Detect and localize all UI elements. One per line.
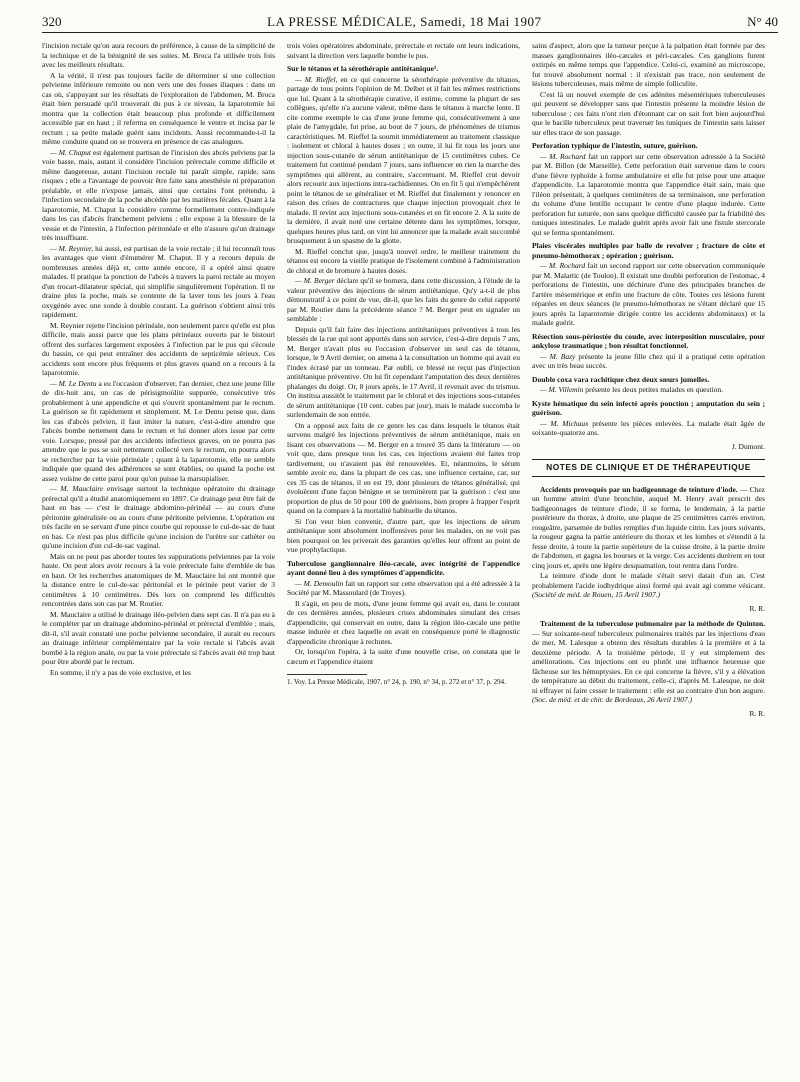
paragraph-text: La teinture d'iode dont le malade s'était servi datait d'un an. C'est probablement l'acide iodhydrique ainsi formé qui avait agi comme vésicant. xyxy=(532,571,765,590)
paragraph: A la vérité, il n'est pas toujours facile de déterminer si une collection pelvienne inférieure remonte ou non vers une des fosses iliaques : dans un cas où, s'appuyant sur les résultats de l'exploration de l'abdomen, M. Broca était bien persuadé qu'il trouverait du pus à ce niveau, la laparotomie lui montra que la collection était beaucoup plus profonde et difficilement accessible par en haut ; il referma en conséquence le ventre et incisa par le rectum ; sa petite malade guérit sans incidents. Aussi recommande-t-il la même conduite quand on se trouvera en présence de cas analogues. xyxy=(42,70,275,146)
paragraph: Depuis qu'il fait faire des injections antitétaniques préventives à tous les blessés de la rue qui sont apportés dans son service, c'est-à-dire depuis 7 ans, M. Berger n'avait plus eu l'occasion d'observer un seul cas de tétanos, lorsque, le 9 Avril dernier, on amena à la consultation un homme qui avait eu l'index écrasé par un tonneau. Par oubli, ce blessé ne reçut pas d'injection antitétanique préventive. On lui fit cependant l'amputation des deux dernières phalanges du doigt. Or, 8 jours après, le 17 Avril, il revenait avec du trismus. On institua aussitôt le traitement par le chloral et des injections sous-cutanées de sérum antitétanique (10 cent. cubes par jour), mais le malade succomba le surlendemain de son entrée. xyxy=(287,324,520,419)
author-signature: R. R. xyxy=(749,708,765,718)
speaker-name: — M. Villemin xyxy=(540,385,584,394)
journal-title: LA PRESSE MÉDICALE, Samedi, 18 Mai 1907 xyxy=(267,14,542,29)
section-heading: Tuberculose ganglionnaire iléo-cæcale, avec intégrité de l'appendice ayant donné lieu à des symptômes d'appendicite. xyxy=(287,558,520,577)
paragraph-text: a eu l'occasion d'observer, l'an dernier, chez une jeune fille de dix-huit ans, un cas de périsigmoïdite suppurée, consécutive très probablement à une appendicite et qui s'ouvrit spontanément par le rectum. La guérison se fit rapidement et simplement. M. Le Dentu pense que, dans les cas d'abcès pelvien, il faut imiter la nature, c'est-à-dire attendre que l'abcès bombe nettement dans le rectum et lui donner alors issue par cette voie. Lorsque, pressé par des accidents infectieux graves, on ne pourra pas attendre que le pus se soit nettement collecté vers le rectum, on pourra alors se rechercher par la voie périnéale ; quant à la laparotomie, elle ne semble indiquée que quand des adhérences se sont établies, ou quand la poche est assez voisine de cette paroi pour qu'on puisse la marsupialiser. xyxy=(42,378,275,483)
paragraph: On a opposé aux faits de ce genre les cas dans lesquels le tétanos était survenu malgré les injections préventives de sérum antitétanique, mais en lisant ces observations — M. Berger en a trouvé 35 dans la littérature — on voit que, dans presque tous les cas, ces injections avaient été faites trop tardivement, ou n'avaient pas été renouvelées. Et, néanmoins, le sérum semble avoir eu, dans la plupart de ces cas, une influence certaine, car, sur ces 35 cas de tétanos, il en est 19, dont plusieurs de tétanos généralisé, qui évoluèrent d'une façon bénigne et se terminèrent par la guérison : c'est une proportion de plus de 50 pour 100 de guérisons, bien propre à frapper l'esprit quand on la compare à la mortalité habituelle du tétanos. xyxy=(287,420,520,515)
speaker-name: — M. Reynier, xyxy=(50,243,94,253)
paragraph: l'incision rectale qu'on aura recours de préférence, à cause de la simplicité de la technique et de la bénignité de ses suites. M. Broca l'a utilisée trois fois avec les meilleurs résultats. xyxy=(42,41,275,69)
section-heading: Plaies viscérales multiples par balle de revolver ; fracture de côte et pneumo-hémothorax ; opération ; guérison. xyxy=(532,241,765,260)
note-heading: Accidents provoqués par un badigeonnage de teinture d'iode. xyxy=(540,484,738,494)
paragraph-text: présente la jeune fille chez qui il a pratiqué cette opération avec un très beau succès. xyxy=(532,351,765,370)
author-signature: J. Dumont. xyxy=(731,441,765,451)
paragraph xyxy=(287,579,520,598)
speaker-name: — M. Rieffel, xyxy=(295,74,338,84)
speaker-name: — M. Michaux xyxy=(540,418,589,428)
speaker-name: — M. Rochard xyxy=(540,151,586,161)
section-heading: Sur le tétanos et la sérothérapie antitétanique¹. xyxy=(287,64,439,73)
speaker-name: — M. Mauclaire xyxy=(50,484,104,493)
paragraph: En somme, il n'y a pas de voie exclusive, et les xyxy=(50,667,191,677)
paragraph xyxy=(42,484,275,551)
page-number: 320 xyxy=(42,14,62,29)
speaker-name: — M. Rochard xyxy=(540,261,586,270)
paragraph xyxy=(532,485,765,571)
note-heading: Traitement de la tuberculose pulmonaire par la méthode de Quinton. xyxy=(540,619,765,628)
paragraph xyxy=(42,148,275,243)
paragraph-text: fait un second rapport sur cette observation communiquée par M. Malartic (de Toulon). Il existait une double perforation de l'estomac, 4 perforations de l'intestin, une déchirure d'une des principales branches de l'artère mésentérique et enfin une fracture de côte. Toutes ces lésions furent réparées en deux séances (le pneumo-hémothorax ne s'étant déclaré que 15 jours après la laparotomie dirigée contre les accidents abdominaux) et la malade guérit. xyxy=(532,261,766,327)
paragraph: sains d'aspect, alors que la tumeur perçue à la palpation était formée par des masses ganglionnaires iléo-cæcales et péri-cæcales. Ces ganglions furent extirpés en même temps que l'appendice. Celui-ci, examiné au microscope, fut trouvé absolument normal : il n'existait pas trace, non seulement de lésions tuberculeuses, mais même de simple folliculite. xyxy=(532,41,765,88)
paragraph xyxy=(42,244,275,320)
section-heading: Double coxa vara rachitique chez deux sœurs jumelles. xyxy=(532,374,710,384)
column-1 xyxy=(42,41,275,724)
paragraph-text: présente les deux petites malades en question. xyxy=(583,385,723,394)
paragraph-text: fait un rapport sur cette observation qui a été adressée à la Société par M. Massoulard (de Troyes). xyxy=(287,578,520,597)
issue-number: N° 40 xyxy=(747,14,778,29)
citation: (Société de méd. de Rouen, 15 Avril 1907.) xyxy=(532,590,661,599)
paragraph-text: présente les pièces enlevées. La malade était âgée de soixante-quatorze ans. xyxy=(532,418,766,437)
paragraph: trois voies opératoires abdominale, prérectale et rectale ont leurs indications, suivant la direction vers laquelle bombe le pus. xyxy=(287,41,520,60)
section-heading: Kyste hématique du sein infecté après ponction ; amputation du sein ; guérison. xyxy=(532,398,765,417)
paragraph-text: envisage surtout la technique opératoire du drainage prérectal qu'il a étudié anatomiquement en 1897. Ce drainage peut être fait de haut en bas — c'est le drainage abdomino-périnéal — au cours d'une péritonite généralisée ou au cours d'une péritonite pelvienne. L'opération est très facile en se servant d'une pince courbe qui repousse le cul-de-sac de haut en bas. Ce n'est pas plus difficile qu'une incision de l'urètre sur cathéter ou qu'une incision d'un cul-de-sac vaginal. xyxy=(42,484,276,550)
speaker-name: — M. Le Dentu xyxy=(50,378,97,388)
paragraph: C'est là un nouvel exemple de ces adénites mésentériques tuberculeuses qui peuvent se développer sans que l'intestin présente la moindre lésion de tuberculose ; ces faits n'ont rien d'étonnant car on sait fort bien aujourd'hui que le bacille tuberculeux peut traverser les tuniques de l'intestin sans laisser sur elles trace de son passage. xyxy=(532,89,765,137)
paragraph xyxy=(532,261,765,328)
paragraph xyxy=(287,75,520,246)
paragraph-text: en ce qui concerne la sérothérapie préventive du tétanos, partage de tous points l'opinion de M. Delbet et il fait les mêmes restrictions que lui. Quant à la sérothérapie curative, il estime, comme la plupart de ses collègues, qu'elle n'a aucune valeur, même dans le tétanos à marche lente. Il cite comme exemple le cas d'une jeune femme qui, consécutivement à une plaie de l'amygdale, fut prise, au bout de 7 jours, de phénomènes de trismus caractéristiques. M. Rieffel la soumit immédiatement au traitement classique : isolement et chloral à hautes doses ; en outre, il lui fit tous les jours une injection sous-cutanée de sérum antitétanique de 15 centimètres cubes. Ce traitement fut continué pendant 7 jours, sans influencer en rien la marche des symptômes qui allèrent, au contraire, s'accentuant. M. Rieffel crut devoir alors recourir aux injections intra-rachidiennes. On en fit 5 qui n'empêchèrent point le tétanos de se généraliser et M. Rieffel dut finalement y renoncer en raison des crises de contractures que chaque injection provoquait chez le malade. Il revint aux injections sous-cutanées et en fit encore 2. A la suite de la dernière, il avait noté une certaine détente dans les symptômes, lorsque, quelques heures plus tard, on vint lui annoncer que la malade avait succombé brusquement à un spasme de la glotte. xyxy=(287,74,520,245)
paragraph-text: — Sur soixante-neuf tuberculeux pulmonaires traités par les injections d'eau de mer, M. Lalesque a obtenu des résultats durables à la première et à la deuxième période. A la troisième période, il y eut simplement des améliorations. Ces injections ont eu plutôt une influence heureuse que fâcheuse sur les hémoptysies. En ce qui concerne la fièvre, s'il y a élévation de température au début du traitement, celle-ci, d'après M. Lalesque, ne doit ni effrayer ni faire cesser le traitement : elle est au contraire d'un bon augure. xyxy=(532,628,765,695)
column-2 xyxy=(287,41,520,724)
paragraph xyxy=(532,152,765,238)
paragraph xyxy=(532,571,765,600)
footnote-divider xyxy=(287,674,367,675)
paragraph: M. Mauclaire a utilisé le drainage iléo-pelvien dans sept cas. Il n'a pas eu à le compléter par un drainage abdomino-périnéal et prérectal d'emblée ; mais, dit-il, s'il avait constaté une poche pelvienne secondaire, il aurait eu recours au drainage inférieur complémentaire par la voie rectale si l'abcès avait bombé à la région anale, ou par la voie prérectale si l'abcès avait été trop haut pour être abordé par le rectum. xyxy=(42,609,275,666)
paragraph: Mais on ne peut pas aborder toutes les suppurations pelviennes par la voie haute. On peut alors avoir recours à la voie prérectale faite d'emblée de bas en haut. Or les recherches anatomiques de M. Mauclaire lui ont montré que la distance entre le cul-de-sac péritonéal et le périnée peut varier de 3 centimètres à 10 centimètres. Dès lors on comprend les difficultés rencontrées dans son cas par M. Routier. xyxy=(42,551,275,608)
paragraph: Si l'on veut bien convenir, d'autre part, que les injections de sérum antitétanique sont absolument inoffensives pour les malades, on ne voit pas bien pourquoi on les priverait des garanties qu'elles leur offrent au point de vue prophylactique. xyxy=(287,516,520,554)
section-heading: Résection sous-périostée du coude, avec interposition musculaire, pour ankylose traumatique ; bon résultat fonctionnel. xyxy=(532,331,765,350)
columns xyxy=(42,41,778,724)
citation: (Soc. de méd. et de chir. de Bordeaux, 26 Avril 1907.) xyxy=(532,695,693,704)
speaker-name: — M. Berger xyxy=(295,276,335,285)
speaker-name: — M. Chaput xyxy=(50,147,91,157)
paragraph: M. Rieffel conclut que, jusqu'à nouvel ordre, le meilleur traitement du tétanos est encore la vieille pratique de l'isolement combiné à l'administration de chloral et de bromure à hautes doses. xyxy=(287,246,520,275)
paragraph: Il s'agit, en peu de mots, d'une jeune femme qui avait eu, dans le courant de ces dernières années, plusieurs crises abdominales simulant des crises d'appendicite, qui conservait en outre, dans la région iléo-cæcale une petite masse indurée et chez laquelle on avait en conséquence porté le diagnostic d'appendicite chronique à rechutes. xyxy=(287,598,520,646)
paragraph-text: est également partisan de l'incision des abcès pelviens par la voie basse, mais, autant il considère l'incision prérectale comme difficile et même dangereuse, autant l'incision rectale lui paraît simple, rapide, sans risques ; elle a l'avantage de pouvoir être faite sans anesthésie ni préparation préalable, et elle n'expose jamais, ainsi que certains l'ont prétendu, à l'infection secondaire de la poche abcédée par les matières fécales. Quant à la laparotomie, M. Chaput la considère comme formellement contre-indiquée dans les cas d'abcès franchement pelviens : elle expose à la blessure de la vessie et de l'intestin, à l'infection péritonéale et elle n'assure qu'un drainage très insuffisant. xyxy=(42,147,275,242)
paragraph-text: lui aussi, est partisan de la voie rectale ; il lui reconnaît tous les avantages que vient d'énumérer M. Chaput. Il y a recours depuis de nombreuses années déjà et, cette année encore, il a opéré ainsi quatre malades. Il pratique la ponction de l'abcès à travers la paroi rectale au moyen d'un trocart-dilatateur spécial, qui simplifie singulièrement l'opération. Il ne draine plus la poche, mais se contente de la laver tous les jours à l'eau oxygénée avec une sonde à double courant. La guérison s'obtient ainsi très rapidement. xyxy=(42,243,276,319)
paragraph-text: fait un rapport sur cette observation adressée à la Société par M. Billon (de Marseille). Cette perforation était survenue dans le cours d'une fièvre typhoïde à forme ambulatoire et elle fut prise pour une attaque d'appendicite. La laparotomie montra que l'appendice était sain, mais que l'iléon présentait, à quelques centimètres de sa terminaison, une perforation du volume d'une lentille occupant le centre d'une plaque indurée. Cette perforation fut suturée, non sans quelque difficulté causée par la friabilité des tuniques intestinales. Le malade guérit après avoir fait une fistule stercorale qui se ferma spontanément. xyxy=(532,151,766,237)
paragraph xyxy=(532,619,765,705)
speaker-name: — M. Demoulin xyxy=(295,578,344,588)
paragraph xyxy=(532,385,765,395)
paragraph xyxy=(42,379,275,484)
page-header xyxy=(42,14,778,33)
section-heading: Perforation typhique de l'intestin, suture, guérison. xyxy=(532,141,698,150)
paragraph xyxy=(532,352,765,371)
column-3 xyxy=(532,41,765,724)
paragraph xyxy=(287,276,520,324)
author-signature: R. R. xyxy=(749,603,765,613)
paragraph xyxy=(532,419,765,438)
speaker-name: — M. Bazy xyxy=(540,351,576,361)
paragraph: M. Reynier rejette l'incision périnéale, non seulement parce qu'elle est plus difficile, mais aussi parce que les plans périnéaux ouverts par le bistouri offrent des surfaces largement exposées à l'infection par le pus qui s'écoule du bassin, ce qui peut entraîner des accidents de septicémie sérieux. Ces accidents sont encore plus fréquents et plus graves quand on a recours à la laparotomie. xyxy=(42,320,275,377)
paragraph: Or, lorsqu'on l'opéra, à la suite d'une nouvelle crise, on constata que le cæcum et l'appendice étaient xyxy=(287,647,520,666)
paragraph-text: — Chez un homme atteint d'une bronchite, auquel M. Henry avait prescrit des badigeonnages de teinture d'iode, il se forma, le lendemain, à la partie postérieure du thorax, à droite, une plaque de 25 centimètres carrés environ, rougeâtre, parsemée de bulles remplies d'un liquide citrin. Les jours suivants, la rougeur gagna la partie antérieure du thorax et les lombes et s'étendit à la fesse droite, à toute la partie supérieure de la cuisse droite, à la partie droite de l'abdomen, et gagna les bourses et la verge. Ces accidents durèrent en tout cinq jours et, après une légère desquamation, tout rentra dans l'ordre. xyxy=(532,484,765,570)
rubric-heading: NOTES DE CLINIQUE ET DE THÉRAPEUTIQUE xyxy=(532,459,765,477)
paragraph-text: déclare qu'il se bornera, dans cette discussion, à l'étude de la valeur préventive des injections de sérum antitétanique. Qu'y a-t-il de plus démonstratif à ce point de vue, dit-il, que les faits du genre de celui rapporté par M. Routier dans la précédente séance ? M. Berger peut en signaler un semblable : xyxy=(287,276,520,323)
footnote: 1. Voy. La Presse Médicale, 1907, n° 24, p. 190, n° 34, p. 272 et n° 37, p. 294. xyxy=(287,678,506,686)
